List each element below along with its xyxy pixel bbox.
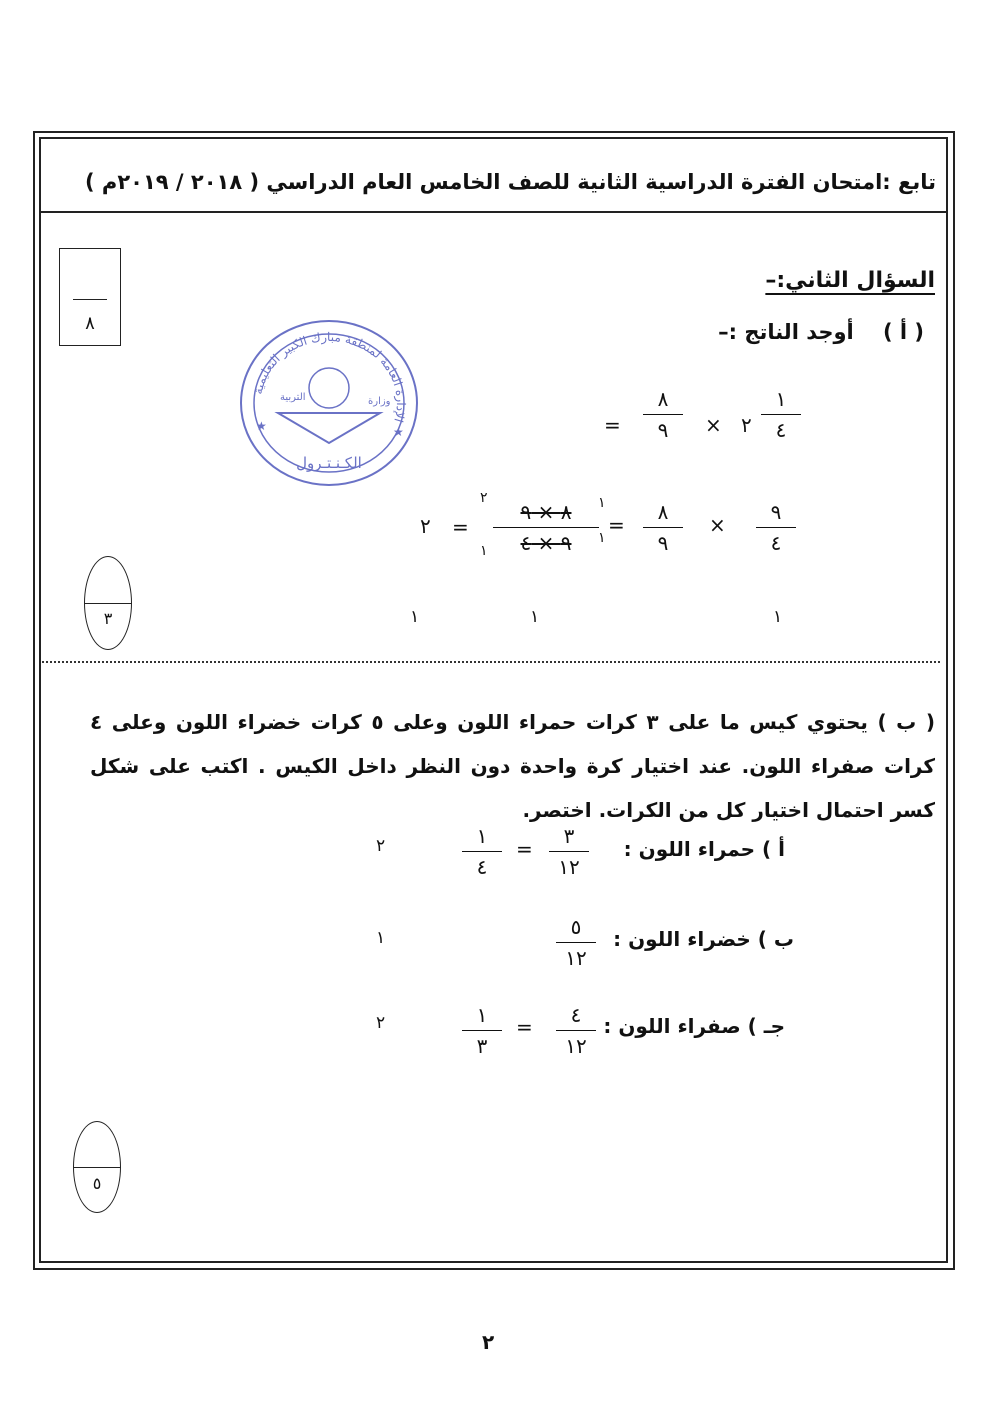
- part-a-label: ( أ ): [882, 320, 924, 344]
- star-icon: ★: [393, 425, 404, 439]
- stamp-right-word: وزارة: [368, 396, 391, 407]
- fraction: [462, 1003, 502, 1058]
- question-score-box: [59, 248, 121, 346]
- denominator: ٩: [657, 531, 669, 555]
- mark: ١: [376, 928, 386, 948]
- oval-score: ٣: [103, 609, 113, 628]
- mark: ١: [410, 607, 420, 627]
- stamp-bottom-text: الكـنـتـرول: [296, 454, 362, 472]
- numerator: ١: [476, 1003, 488, 1027]
- score-oval: [84, 556, 132, 650]
- denominator: ١٢: [558, 855, 580, 879]
- fraction: [756, 500, 796, 555]
- equals-sign: =: [452, 515, 469, 539]
- item-green-label: ب ) خضراء اللون :: [613, 927, 794, 951]
- page-number: ٢: [482, 1330, 495, 1354]
- stamp-ring-text: [251, 330, 408, 424]
- numerator: ٨: [657, 500, 669, 524]
- score-oval: [73, 1121, 121, 1213]
- reduced-number: ١: [480, 543, 488, 559]
- stamp-triangle: [278, 413, 380, 443]
- denominator: ٤: [476, 855, 488, 879]
- star-icon: ★: [256, 419, 267, 433]
- numerator: ٨: [657, 387, 669, 411]
- fraction: [761, 387, 801, 442]
- times-sign: ×: [705, 413, 722, 437]
- score-total: ٨: [85, 313, 95, 334]
- stamp-left-word: التربية: [280, 392, 306, 403]
- question2-title: السؤال الثاني:–: [765, 268, 935, 293]
- denominator: ١٢: [565, 1034, 587, 1058]
- denominator: ٣: [476, 1034, 488, 1058]
- reduced-number: ١: [598, 495, 606, 511]
- equals-sign: =: [516, 1015, 533, 1039]
- fraction: [549, 824, 589, 879]
- numerator: ٨ × ٩: [520, 500, 572, 524]
- mark: ٢: [376, 1013, 386, 1033]
- numerator: ١: [775, 387, 787, 411]
- numerator: ٥: [570, 915, 582, 939]
- school-stamp: [238, 318, 420, 488]
- fraction: [643, 500, 683, 555]
- oval-score: ٥: [92, 1174, 102, 1193]
- item-yellow-label: جـ ) صفراء اللون :: [603, 1014, 785, 1038]
- reduced-number: ٢: [480, 490, 488, 506]
- denominator: ٤: [775, 418, 787, 442]
- part-b-paragraph: ( ب ) يحتوي كيس ما على ٣ كرات حمراء اللون وعلى ٥ كرات خضراء اللون وعلى ٤ كرات صفراء اللون. عند اختيار كرة واحدة دون النظر داخل الكيس . اكتب على شكل كسر احتمال اختيار كل من الكرات. اختصر.: [90, 710, 935, 822]
- fraction: [462, 824, 502, 879]
- fraction: [556, 915, 596, 970]
- mark: ١: [530, 607, 540, 627]
- denominator: ١٢: [565, 946, 587, 970]
- stamp-ring-textpath: الإدارة العامة لمنطقة مبارك الكبير التعليمية: [250, 329, 409, 424]
- numerator: ٣: [563, 824, 575, 848]
- numerator: ١: [476, 824, 488, 848]
- mark: ٢: [376, 836, 386, 856]
- fraction: [556, 1003, 596, 1058]
- emblem-icon: [309, 368, 349, 408]
- score-line: [73, 299, 107, 300]
- section-divider: [42, 661, 940, 663]
- equals-sign: =: [608, 513, 625, 537]
- denominator: ٩ × ٤: [520, 531, 572, 555]
- equals-sign: =: [516, 837, 533, 861]
- item-red-label: أ ) حمراء اللون :: [623, 837, 785, 861]
- part-a-text: أوجد الناتج :–: [718, 320, 854, 344]
- header-divider: [39, 211, 947, 213]
- reduced-number: ١: [598, 530, 606, 546]
- fraction: [643, 387, 683, 442]
- part-a-instruction: [718, 320, 924, 344]
- denominator: ٩: [657, 418, 669, 442]
- numerator: ٤: [570, 1003, 582, 1027]
- cancellation-fraction: [493, 500, 599, 555]
- mark: ١: [773, 607, 783, 627]
- times-sign: ×: [709, 513, 726, 537]
- result: ٢: [420, 514, 431, 538]
- denominator: ٤: [770, 531, 782, 555]
- equals-sign: =: [604, 413, 621, 437]
- whole-number: ٢: [741, 413, 752, 437]
- exam-header-title: تابع :امتحان الفترة الدراسية الثانية للصف الخامس العام الدراسي ( ٢٠١٨ / ٢٠١٩م ): [85, 170, 936, 194]
- numerator: ٩: [770, 500, 782, 524]
